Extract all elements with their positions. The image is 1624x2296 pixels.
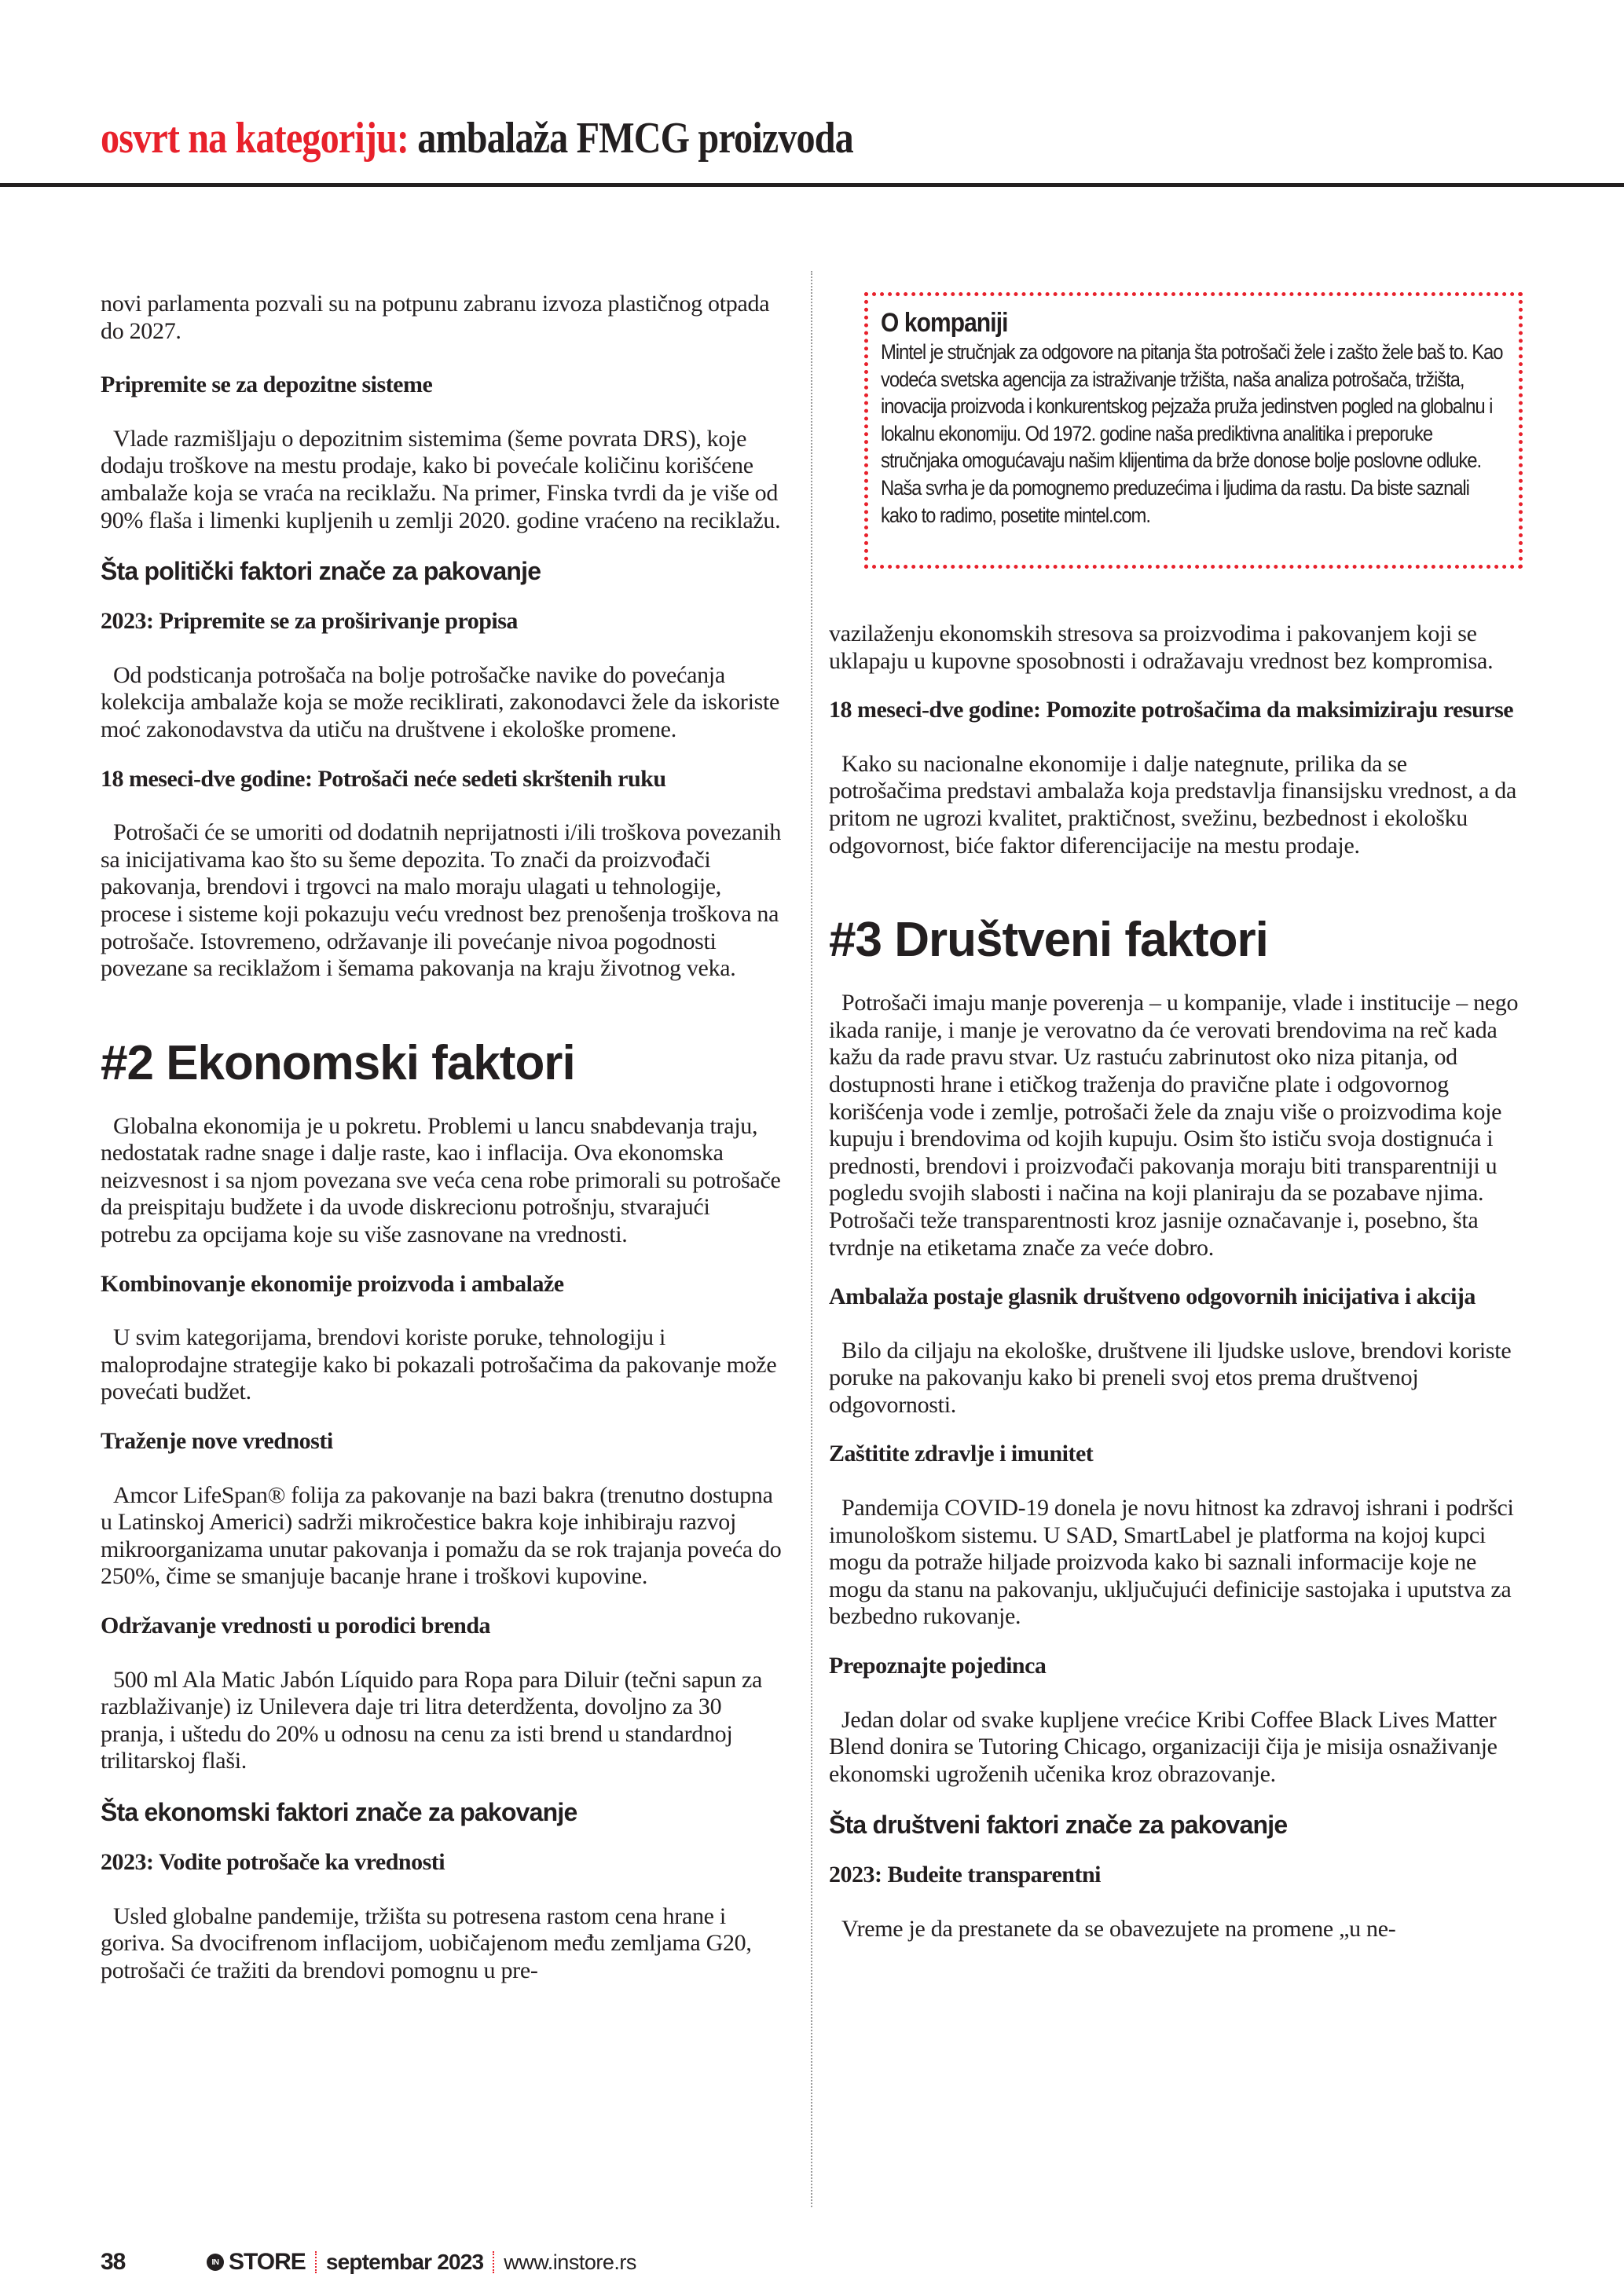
subheading: 2023: Vodite potrošače ka vrednosti [101,1848,445,1875]
subheading: 18 meseci-dve godine: Potrošači neće sedeti skrštenih ruku [101,765,666,792]
info-box-body: Mintel je stručnjak za odgovore na pitanja šta potrošači žele i zašto žele baš to. Kao vodeća svetska agencija za istraživanje tržišta, naša analiza potrošača, tržišta, inovacija proizvoda i konkurentskog pejzaža pruža jedinstven pogled na globalnu i lokalnu ekonomiju. Od 1972. godine naša prediktivna analitika i preporuke stručnjaka omogućavaju našim klijentima da brže donose bolje poslovne odluke. Naša svrha je da pomognemo preduzećima i ljudima da rastu. Da biste saznali kako to radimo, posetite mintel.com. [881,340,1503,527]
header-rule [0,183,1624,187]
subheading: Održavanje vrednosti u porodici brenda [101,1613,491,1639]
column-divider [811,271,812,2207]
section-heading: Šta društveni faktori znače za pakovanje [829,1811,1288,1840]
paragraph: Pandemija COVID-19 donela je novu hitnost ka zdravoj ishrani i podršci imunološkom sistemu. U SAD, SmartLabel je platforma na kojoj kupci mogu da potraže hiljade proizvoda kako bi saznali informacije koje ne mogu da stanu na pakovanju, uključujući definicije sastojaka i uputstva za bezbedno rukovanje. [829,1495,1514,1630]
subheading: Zaštitite zdravlje i imunitet [829,1441,1094,1467]
subheading: Prepoznajte pojedinca [829,1653,1047,1679]
footer-separator [493,2251,494,2273]
subheading: Kombinovanje ekonomije proizvoda i ambalaže [101,1270,564,1297]
paragraph: U svim kategorijama, brendovi koriste poruke, tehnologiju i maloprodajne strategije kako bi pokazali potrošačima da pakovanje može povećati budžet. [101,1324,777,1405]
issue-date: septembar 2023 [325,2250,484,2274]
paragraph: Amcor LifeSpan® folija za pakovanje na bazi bakra (trenutno dostupna u Latinskoj Americi) sadrži mikročestice bakra koje inhibiraju razvoj mikroorganizama unutar pakovanja i pomažu da se rok trajanja poveća do 250%, čime se smanjuje bacanje hrane i troškovi kupovine. [101,1481,782,1590]
paragraph: Vreme je da prestanete da se obavezujete na promene „u ne- [841,1916,1396,1942]
paragraph: Vlade razmišljaju o depozitnim sistemima (šeme povrata DRS), koje dodaju troškove na mestu prodaje, kako bi povećale količinu korišćene ambalaže koja se vraća na reciklažu. Na primer, Finska tvrdi da je više od 90% flaša i limenki kupljenih u zemlji 2020. godine vraćeno na reciklažu. [101,425,781,533]
info-box-title: O kompaniji [881,308,1008,338]
in-badge-icon: IN [207,2254,224,2271]
section-heading: Šta politički faktori znače za pakovanje [101,557,541,586]
subheading: Ambalaža postaje glasnik društveno odgovornih inicijativa i akcija [829,1283,1476,1310]
subheading: 2023: Pripremite se za proširivanje propisa [101,608,518,635]
paragraph: Od podsticanja potrošača na bolje potrošačke navike do povećanja kolekcija ambalaže koja se može reciklirati, zakonodavci žele da iskoriste moć zakonodavstva da utiču na društvene i ekološke promene. [101,661,780,742]
factor-heading: #2 Ekonomski faktori [101,1035,575,1090]
factor-heading: #3 Društveni faktori [829,913,1268,968]
instore-logo [207,2249,306,2276]
section-topic: ambalaža FMCG proizvoda [409,114,853,163]
paragraph: novi parlamenta pozvali su na potpunu zabranu izvoza plastičnog otpada do 2027. [101,291,770,344]
logo-text: STORE [229,2249,306,2275]
paragraph: Potrošači će se umoriti od dodatnih neprijatnosti i/ili troškova povezanih sa inicijativama kao što su šeme depozita. To znači da proizvođači pakovanja, brendovi i trgovci na malo moraju ulagati u tehnologije, procese i sisteme koji pokazuju veću vrednost bez prenošenja troškova na potrošače. Istovremeno, održavanje ili povećanje nivoa pogodnosti povezane sa reciklažom i šemama pakovanja na kraju životnog veka. [101,819,782,982]
section-kicker: osvrt na kategoriju: [101,114,409,163]
paragraph: Potrošači imaju manje poverenja – u kompanije, vlade i institucije – nego ikada ranije, i manje je verovatno da će verovati brendovima na reč kada kažu da rade pravu stvar. Uz rastuću zabrinutost oko niza pitanja, od dostupnosti hrane i etičkog traženja do pravične plate i odgovornog korišćenja vode i zemlje, potrošači žele da znaju više o proizvodima koje kupuju i brendovima od kojih kupuju. Osim što ističu svoja dostignuća i prednosti, brendovi i proizvođači pakovanja moraju biti transparentniji u pogledu svojih slabosti i načina na koji planiraju da se pozabave njima. Potrošači teže transparentnosti kroz jasnije označavanje i, posebno, šta tvrdnje na etiketama znače za veće dobro. [829,990,1519,1261]
company-info-box [864,292,1523,569]
paragraph: vazilaženju ekonomskih stresova sa proizvodima i pakovanjem koji se uklapaju u kupovne sposobnosti i odražavaju vrednost bez kompromisa. [829,621,1494,674]
page-number: 38 [101,2249,126,2275]
subheading: Pripremite se za depozitne sisteme [101,372,433,398]
subheading: 2023: Budeite transparentni [829,1862,1101,1888]
paragraph: Globalna ekonomija je u pokretu. Problemi u lancu snabdevanja traju, nedostatak radne snage i dalje raste, kao i inflacija. Ova ekonomska neizvesnost i sa njom povezana sve veća cena robe primorali su potrošače da preispitaju budžete i da uvode diskrecionu potrošnju, stvarajući potrebu za opcijama koje su više zasnovane na vrednosti. [101,1112,781,1248]
footer-separator [315,2251,317,2273]
paragraph: 500 ml Ala Matic Jabón Líquido para Ropa para Diluir (tečni sapun za razblaživanje) iz Unilevera daje tri litra deterdženta, dovoljno za 30 pranja, i uštedu do 20% u odnosu na cenu za isti brend u standardnoj trilitarskoj flaši. [101,1666,763,1774]
paragraph: Usled globalne pandemije, tržišta su potresena rastom cena hrane i goriva. Sa dvocifrenom inflacijom, uobičajenom među zemljama G20, potrošači će tražiti da brendovi pomognu u pre- [101,1902,752,1983]
page-footer [101,2248,636,2276]
paragraph: Jedan dolar od svake kupljene vrećice Kribi Coffee Black Lives Matter Blend donira se Tutoring Chicago, organizaciji čija je misija osnaživanje ekonomski ugroženih učenika kroz obrazovanje. [829,1706,1498,1787]
subheading: Traženje nove vrednosti [101,1428,333,1455]
website-link[interactable]: www.instore.rs [504,2250,636,2274]
paragraph: Bilo da ciljaju na ekološke, društvene ili ljudske uslove, brendovi koriste poruke na pakovanju kako bi preneli svoj etos prema društvenoj odgovornosti. [829,1337,1512,1418]
section-heading: Šta ekonomski faktori znače za pakovanje [101,1797,577,1826]
right-column [829,621,1519,1943]
left-column [101,291,786,1984]
paragraph: Kako su nacionalne ekonomije i dalje nategnute, prilika da se potrošačima predstavi ambalaža koja predstavlja finansijsku vrednost, a da pritom ne ugrozi kvalitet, praktičnost, svežinu, bezbednost i ekološku odgovornost, biće faktor diferencijacije na mestu prodaje. [829,750,1517,859]
subheading: 18 meseci-dve godine: Pomozite potrošačima da maksimiziraju resurse [829,697,1514,723]
page-title [101,113,853,163]
